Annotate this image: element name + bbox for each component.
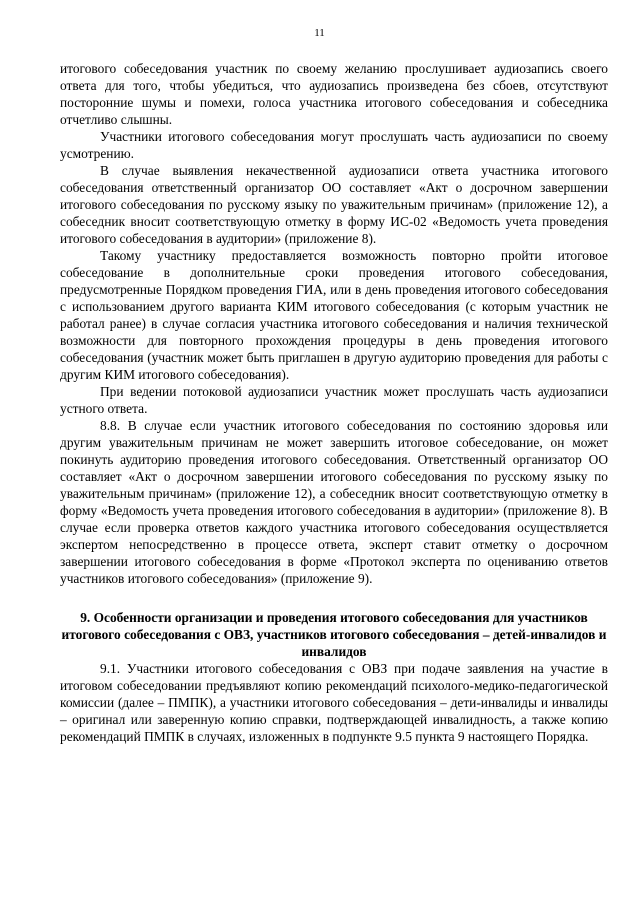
paragraph-8-8-early-completion: 8.8. В случае если участник итогового собеседования по состоянию здоровья или другим уважительным причинам не может завершить итоговое собеседование, он может покинуть аудиторию проведения итогового собеседования. Ответственный организатор ОО составляет «Акт о досрочном завершении итогового собеседования по русскому языку по уважительным причинам» (приложение 12), а собеседник вносит соответствующую отметку в форму «Ведомость учета проведения итогового собеседования в аудитории» (приложение 8). В случае если проверка ответов каждого участника итогового собеседования осуществляется экспертом непосредственно в процессе ответа, эксперт ставит отметку о досрочном завершении итогового собеседования в форме «Протокол эксперта по оцениванию ответов участников итогового собеседования» (приложение 9).	[60, 418, 608, 586]
document-body	[60, 60, 608, 745]
paragraph-retake-opportunity: Такому участнику предоставляется возможность повторно пройти итоговое собеседование в дополнительные сроки проведения итогового собеседования, предусмотренные Порядком проведения ГИА, или в день проведения итогового собеседования с использованием другого варианта КИМ итогового собеседования (с которым участник не работал ранее) в случае согласия участника итогового собеседования и наличия технической возможности для повторного прохождения процедуры в день проведения итогового собеседования (участник может быть приглашен в другую аудиторию проведения для работы с другим КИМ итогового собеседования).	[60, 248, 608, 382]
section-heading-9: 9. Особенности организации и проведения итогового собеседования для участников итогового собеседования с ОВЗ, участников итогового собеседования – детей-инвалидов и инвалидов	[61, 610, 607, 659]
paragraph-poor-recording: В случае выявления некачественной аудиозаписи ответа участника итогового собеседования ответственный организатор ОО составляет «Акт о досрочном завершении итогового собеседования по русскому языку по уважительным причинам» (приложение 12), а собеседник вносит соответствующую отметку в форму ИС-02 «Ведомость учета проведения итогового собеседования в аудитории» (приложение 8).	[60, 163, 608, 246]
paragraph-streaming-recording: При ведении потоковой аудиозаписи участник может прослушать часть аудиозаписи устного ответа.	[60, 384, 608, 416]
paragraph-9-1: 9.1. Участники итогового собеседования с ОВЗ при подаче заявления на участие в итоговом собеседовании предъявляют копию рекомендаций психолого-медико-педагогической комиссии (далее – ПМПК), а участники итогового собеседования – дети-инвалиды и инвалиды – оригинал или заверенную копию справки, подтверждающей инвалидность, а также копию рекомендаций ПМПК в случаях, изложенных в подпункте 9.5 пункта 9 настоящего Порядка.	[60, 661, 608, 744]
page-number: 11	[314, 27, 325, 39]
paragraph-continuation: итогового собеседования участник по своему желанию прослушивает аудиозапись своего ответа для того, чтобы убедиться, что аудиозапись произведена без сбоев, отсутствуют посторонние шумы и помехи, голоса участника итогового собеседования и собеседника отчетливо слышны.	[60, 61, 608, 127]
paragraph-listening-optional: Участники итогового собеседования могут прослушать часть аудиозаписи по своему усмотрению.	[60, 129, 608, 161]
